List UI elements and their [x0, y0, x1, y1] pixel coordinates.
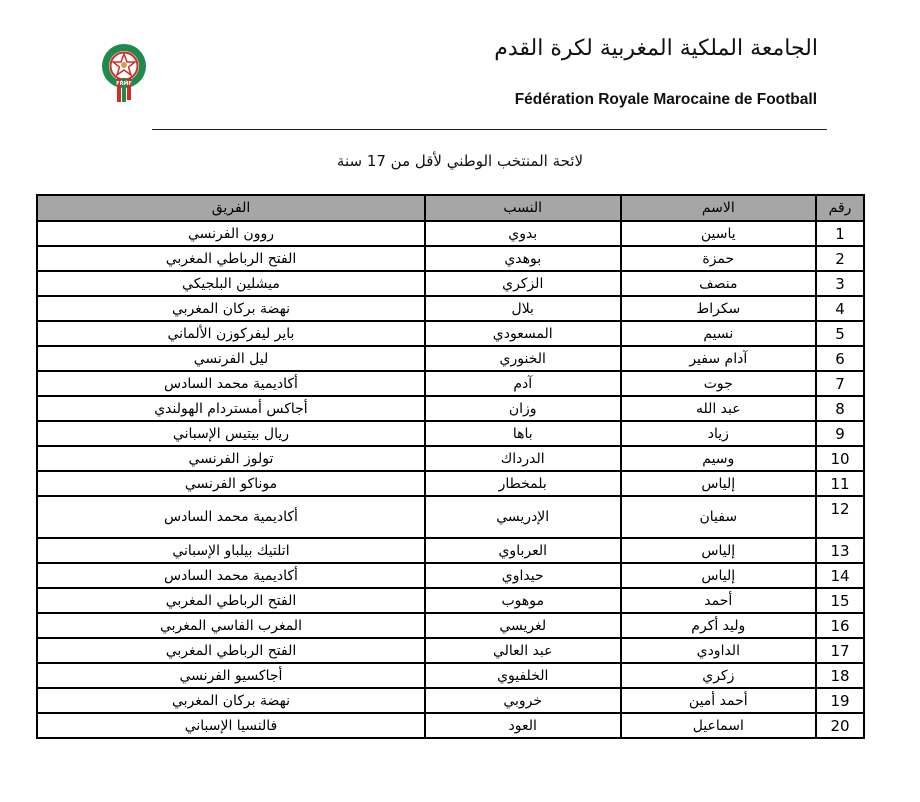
cell-number: 5 — [816, 321, 864, 346]
cell-first-name: أحمد — [621, 588, 817, 613]
cell-first-name: إلياس — [621, 563, 817, 588]
cell-number: 1 — [816, 221, 864, 246]
cell-first-name: ياسين — [621, 221, 817, 246]
cell-team: تولوز الفرنسي — [37, 446, 425, 471]
cell-last-name: باها — [425, 421, 621, 446]
cell-team: أجاكسيو الفرنسي — [37, 663, 425, 688]
cell-first-name: إلياس — [621, 538, 817, 563]
cell-last-name: الدرداك — [425, 446, 621, 471]
cell-number: 4 — [816, 296, 864, 321]
table-row — [37, 446, 864, 471]
cell-team: الفتح الرباطي المغربي — [37, 246, 425, 271]
cell-last-name: خروبي — [425, 688, 621, 713]
cell-team: أكاديمية محمد السادس — [37, 371, 425, 396]
cell-first-name: زكري — [621, 663, 817, 688]
cell-team: ميشلين البلجيكي — [37, 271, 425, 296]
table-row — [37, 613, 864, 638]
table-row — [37, 421, 864, 446]
cell-team: فالنسيا الإسباني — [37, 713, 425, 738]
table-row — [37, 588, 864, 613]
org-name-arabic: الجامعة الملكية المغربية لكرة القدم — [494, 36, 818, 61]
cell-number: 11 — [816, 471, 864, 496]
cell-last-name: بلمخطار — [425, 471, 621, 496]
table-row — [37, 246, 864, 271]
header-divider — [152, 129, 827, 130]
cell-last-name: الزكري — [425, 271, 621, 296]
cell-team: باير ليفركوزن الألماني — [37, 321, 425, 346]
cell-last-name: بوهدي — [425, 246, 621, 271]
cell-number: 18 — [816, 663, 864, 688]
cell-first-name: الداودي — [621, 638, 817, 663]
cell-team: اتلتيك بيلباو الإسباني — [37, 538, 425, 563]
cell-number: 3 — [816, 271, 864, 296]
org-name-french: Fédération Royale Marocaine de Football — [514, 91, 817, 108]
cell-last-name: لغريسي — [425, 613, 621, 638]
cell-first-name: جوت — [621, 371, 817, 396]
roster-table — [36, 194, 865, 739]
cell-last-name: العود — [425, 713, 621, 738]
column-header-first-name: الاسم — [621, 195, 817, 221]
cell-number: 2 — [816, 246, 864, 271]
cell-first-name: آدام سفير — [621, 346, 817, 371]
cell-first-name: اسماعيل — [621, 713, 817, 738]
table-row — [37, 538, 864, 563]
cell-number: 19 — [816, 688, 864, 713]
cell-number: 6 — [816, 346, 864, 371]
cell-last-name: العرباوي — [425, 538, 621, 563]
cell-last-name: الخنوري — [425, 346, 621, 371]
cell-team: المغرب الفاسي المغربي — [37, 613, 425, 638]
cell-number: 10 — [816, 446, 864, 471]
table-row — [37, 321, 864, 346]
table-row — [37, 663, 864, 688]
crest-label: FRMF — [116, 81, 132, 87]
cell-last-name: الخلفيوي — [425, 663, 621, 688]
table-row — [37, 713, 864, 738]
cell-team: نهضة بركان المغربي — [37, 296, 425, 321]
cell-first-name: منصف — [621, 271, 817, 296]
table-row — [37, 346, 864, 371]
cell-first-name: نسيم — [621, 321, 817, 346]
cell-first-name: حمزة — [621, 246, 817, 271]
cell-team: ليل الفرنسي — [37, 346, 425, 371]
cell-number: 13 — [816, 538, 864, 563]
cell-first-name: إلياس — [621, 471, 817, 496]
cell-team: نهضة بركان المغربي — [37, 688, 425, 713]
cell-team: ريال بيتيس الإسباني — [37, 421, 425, 446]
table-body — [37, 221, 864, 738]
table-header-row — [37, 195, 864, 221]
table-row — [37, 471, 864, 496]
cell-last-name: بدوي — [425, 221, 621, 246]
cell-first-name: وليد أكرم — [621, 613, 817, 638]
table-row — [37, 496, 864, 538]
cell-number: 15 — [816, 588, 864, 613]
table-row — [37, 396, 864, 421]
cell-last-name: حيداوي — [425, 563, 621, 588]
cell-first-name: زياد — [621, 421, 817, 446]
cell-number: 16 — [816, 613, 864, 638]
cell-first-name: أحمد أمين — [621, 688, 817, 713]
cell-team: أكاديمية محمد السادس — [37, 496, 425, 538]
cell-number: 20 — [816, 713, 864, 738]
cell-team: أجاكس أمستردام الهولندي — [37, 396, 425, 421]
cell-last-name: الإدريسي — [425, 496, 621, 538]
document-title: لائحة المنتخب الوطني لأقل من 17 سنة — [336, 152, 584, 170]
cell-last-name: المسعودي — [425, 321, 621, 346]
crest-icon — [98, 42, 150, 104]
cell-last-name: بلال — [425, 296, 621, 321]
cell-last-name: آدم — [425, 371, 621, 396]
table-row — [37, 221, 864, 246]
cell-team: روون الفرنسي — [37, 221, 425, 246]
table-row — [37, 296, 864, 321]
table-row — [37, 371, 864, 396]
table-row — [37, 688, 864, 713]
cell-number: 12 — [816, 496, 864, 538]
cell-first-name: عبد الله — [621, 396, 817, 421]
cell-last-name: وزان — [425, 396, 621, 421]
cell-team: أكاديمية محمد السادس — [37, 563, 425, 588]
cell-team: الفتح الرباطي المغربي — [37, 588, 425, 613]
cell-team: موناكو الفرنسي — [37, 471, 425, 496]
cell-number: 14 — [816, 563, 864, 588]
column-header-last-name: النسب — [425, 195, 621, 221]
column-header-team: الفريق — [37, 195, 425, 221]
cell-number: 7 — [816, 371, 864, 396]
cell-team: الفتح الرباطي المغربي — [37, 638, 425, 663]
table-row — [37, 271, 864, 296]
cell-number: 17 — [816, 638, 864, 663]
cell-first-name: سفيان — [621, 496, 817, 538]
cell-number: 9 — [816, 421, 864, 446]
column-header-number: رقم — [816, 195, 864, 221]
cell-first-name: وسيم — [621, 446, 817, 471]
table-row — [37, 563, 864, 588]
cell-number: 8 — [816, 396, 864, 421]
table-row — [37, 638, 864, 663]
cell-first-name: سكراط — [621, 296, 817, 321]
cell-last-name: موهوب — [425, 588, 621, 613]
frmf-crest-logo — [98, 42, 150, 104]
cell-last-name: عبد العالي — [425, 638, 621, 663]
